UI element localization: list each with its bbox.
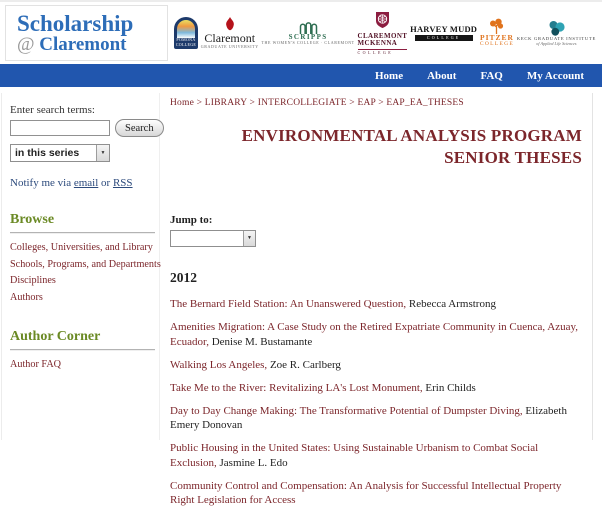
thesis-author: Zoe R. Carlberg: [269, 358, 341, 371]
thesis-author: Elizabeth Emery Donovan: [170, 404, 567, 432]
logo-harvey-mudd-college[interactable]: [410, 25, 477, 41]
page-title: ENVIRONMENTAL ANALYSIS PROGRAM SENIOR THESES: [241, 126, 582, 168]
search-scope-value: in this series: [15, 147, 80, 159]
author-corner-rule: [10, 349, 155, 350]
browse-link-authors[interactable]: Authors: [10, 291, 43, 303]
thesis-title-link[interactable]: Walking Los Angeles,: [170, 358, 268, 371]
site-logo-word2: Claremont: [39, 34, 127, 56]
site-logo[interactable]: [5, 5, 168, 61]
pomona-label: POMONA COLLEGE: [175, 37, 197, 47]
breadcrumb-library[interactable]: LIBRARY: [204, 98, 247, 108]
list-item: [170, 441, 582, 470]
sidebar: [2, 93, 160, 440]
pitzer-subtitle: COLLEGE: [479, 41, 515, 48]
select-arrow-icon: ▼: [96, 145, 109, 161]
hmc-college-bar: COLLEGE: [415, 35, 473, 41]
at-symbol: @: [17, 34, 40, 56]
notify-prefix: Notify me via: [10, 177, 74, 189]
breadcrumb-sep: >: [246, 98, 258, 108]
nav-home[interactable]: Home: [375, 69, 404, 82]
search-scope-select[interactable]: [10, 144, 110, 162]
author-faq-link[interactable]: Author FAQ: [10, 359, 62, 371]
breadcrumb-eap-ea-theses[interactable]: EAP_EA_THESES: [386, 98, 464, 108]
logo-pomona-college[interactable]: [174, 17, 198, 49]
list-item: [170, 358, 582, 373]
browse-heading: Browse: [10, 212, 55, 227]
site-logo-line2: [17, 35, 167, 54]
cmc-shield-icon: [375, 11, 390, 29]
cgu-name: Claremont: [204, 31, 256, 46]
thesis-author: Denise M. Bustamante: [211, 335, 313, 348]
browse-link-disciplines[interactable]: Disciplines: [10, 275, 56, 287]
site-header: [0, 2, 602, 64]
thesis-title-link[interactable]: Day to Day Change Making: The Transformative Potential of Dumpster Diving,: [170, 404, 523, 417]
jump-to-section: [170, 214, 582, 247]
jump-to-label: Jump to:: [170, 214, 213, 227]
main-content: [161, 93, 592, 507]
cmc-name-line2: MCKENNA: [357, 39, 398, 48]
scripps-subtitle: THE WOMEN'S COLLEGE · CLAREMONT: [261, 40, 355, 46]
select-arrow-icon: ▼: [243, 231, 255, 246]
author-corner-heading: Author Corner: [10, 329, 101, 345]
breadcrumb-eap[interactable]: EAP: [357, 98, 376, 108]
thesis-title-link[interactable]: Amenities Migration: A Case Study on the Retired Expatriate Community in Cuenca, Azuay, Ecuador,: [170, 321, 579, 348]
list-item: [170, 320, 582, 349]
pitzer-tree-icon: [488, 18, 505, 34]
kgi-name: KECK GRADUATE INSTITUTE: [516, 35, 596, 41]
nav-about[interactable]: About: [427, 69, 457, 82]
browse-link-schools[interactable]: Schools, Programs, and Departments: [10, 258, 161, 270]
logo-claremont-mckenna-college[interactable]: [358, 11, 408, 55]
hmc-name: HARVEY MUDD: [410, 24, 478, 35]
nav-my-account[interactable]: My Account: [526, 69, 584, 82]
pomona-gate-rainbow: [177, 20, 195, 38]
breadcrumb-sep: >: [194, 98, 205, 108]
pitzer-name: PITZER: [480, 33, 514, 43]
year-heading: 2012: [170, 270, 197, 286]
breadcrumb-intercollegiate[interactable]: INTERCOLLEGIATE: [257, 98, 347, 108]
list-item: [170, 381, 582, 396]
scripps-name: SCRIPPS: [288, 32, 328, 41]
breadcrumb-sep: >: [346, 98, 358, 108]
search-row: [10, 119, 155, 137]
breadcrumb-sep: >: [375, 98, 387, 108]
search-label: Enter search terms:: [10, 104, 95, 116]
logo-claremont-graduate-university[interactable]: [201, 17, 259, 49]
nav-faq[interactable]: FAQ: [480, 69, 503, 82]
jump-to-select[interactable]: [170, 230, 256, 247]
kgi-subtitle: of Applied Life Sciences: [536, 40, 577, 46]
search-button[interactable]: Search: [115, 119, 164, 137]
cmc-name-line1: CLAREMONT: [357, 32, 408, 41]
thesis-author: Erin Childs: [425, 381, 476, 394]
member-college-logos: [174, 6, 596, 60]
list-item: [170, 479, 582, 508]
thesis-list: [170, 297, 582, 508]
notify-email-link[interactable]: email: [73, 177, 99, 189]
thesis-title-link[interactable]: Take Me to the River: Revitalizing LA's Lost Monument,: [170, 381, 423, 394]
site-logo-line1: Scholarship: [17, 10, 134, 36]
content-area: [1, 93, 593, 507]
cgu-subtitle: GRADUATE UNIVERSITY: [200, 43, 259, 49]
thesis-title-link[interactable]: The Bernard Field Station: An Unanswered Question,: [170, 298, 407, 311]
browse-rule: [10, 232, 155, 233]
notify-rss-link[interactable]: RSS: [112, 177, 133, 189]
cgu-flame-icon: [225, 17, 235, 31]
thesis-title-link[interactable]: Community Control and Compensation: An Analysis for Successful Intellectual Property Right Legislation for Access: [170, 479, 562, 507]
author-corner-links: [10, 357, 155, 374]
pomona-gate-icon: [174, 17, 198, 49]
kgi-circles-icon: [547, 20, 566, 37]
thesis-author: Rebecca Armstrong: [408, 298, 496, 311]
scripps-arches-icon: [299, 21, 318, 34]
thesis-title-link[interactable]: Public Housing in the United States: Using Sustainable Urbanism to Combat Social Exclusion,: [170, 442, 539, 469]
logo-keck-graduate-institute[interactable]: [517, 20, 596, 46]
top-navigation-bar: [0, 64, 602, 87]
search-input[interactable]: [10, 120, 110, 136]
cmc-name-line3: COLLEGE: [357, 49, 394, 55]
thesis-author: Jasmine L. Edo: [219, 456, 288, 469]
notify-line: [10, 177, 155, 189]
cmc-text: [358, 33, 408, 55]
list-item: [170, 297, 582, 312]
breadcrumb: [170, 98, 582, 108]
browse-links: [10, 240, 161, 306]
logo-pitzer-college[interactable]: [480, 18, 514, 48]
browse-link-colleges[interactable]: Colleges, Universities, and Library: [10, 242, 153, 253]
list-item: [170, 404, 582, 433]
notify-or: or: [98, 177, 113, 189]
logo-scripps-college[interactable]: [261, 21, 354, 46]
breadcrumb-home[interactable]: Home: [170, 98, 195, 108]
